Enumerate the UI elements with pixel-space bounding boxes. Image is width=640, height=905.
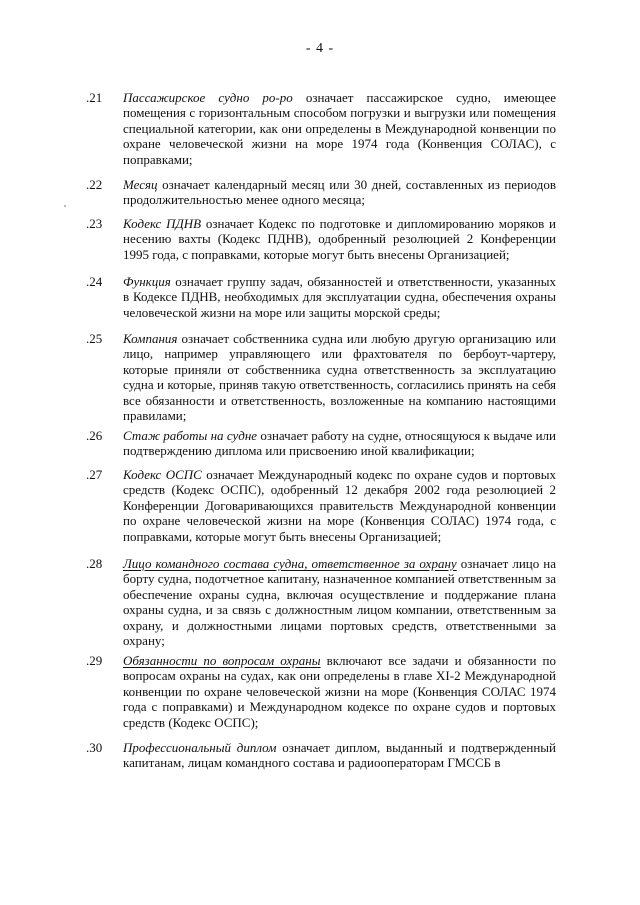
definition-description: означает лицо на борту судна, подотчетное капитану, назначенное компанией ответственным за обеспечение охраны судна, включая осуществление и поддержание плана охраны судна, и за связь с должностным лицом компании, ответственным за охрану, и должностными лицами портовых средств, ответственными за охрану; — [123, 556, 557, 649]
definition-text — [123, 216, 556, 262]
definition-24 — [86, 274, 556, 320]
definition-text — [123, 653, 556, 730]
definition-term: Стаж работы на судне — [123, 428, 258, 443]
definition-term: Компания — [123, 331, 178, 346]
definition-22 — [86, 177, 556, 208]
definition-text — [123, 556, 556, 648]
definition-term: Месяц — [123, 177, 158, 192]
definition-number: .21 — [86, 90, 103, 105]
definition-text — [123, 274, 556, 320]
definition-number: .28 — [86, 556, 103, 571]
definition-27 — [86, 467, 556, 544]
page-number: - 4 - — [305, 41, 335, 56]
definition-number: .27 — [86, 467, 103, 482]
definition-number: .22 — [86, 177, 103, 192]
definition-text — [123, 467, 556, 544]
definition-description: включают все задачи и обязанности по вопросам охраны на судах, как они определены в главе XI-2 Международной конвенции по охране человеческой жизни на море (Конвенция СОЛАС 1974 года с поправками) и Международном кодексе по охране судов и портовых средств (Кодекс ОСПС); — [123, 653, 556, 730]
definition-term: Кодекс ОСПС — [123, 467, 202, 482]
definition-term: Функция — [123, 274, 171, 289]
definition-25 — [86, 331, 556, 423]
definition-text — [123, 90, 556, 167]
definition-23 — [86, 216, 556, 262]
definition-26 — [86, 428, 556, 459]
scan-speck — [64, 205, 66, 207]
definition-number: .25 — [86, 331, 103, 346]
definition-text — [123, 740, 556, 771]
definition-term: Профессиональный диплом — [123, 740, 277, 755]
definition-term: Кодекс ПДНВ — [123, 216, 202, 231]
definition-description: означает Международный кодекс по охране судов и портовых средств (Кодекс ОСПС), одобренный 12 декабря 2002 года резолюцией 2 Конференции Договаривающихся правительств Международной конвенции по охране человеческой жизни на море (Конвенция СОЛАС) 1974 года, с поправками, которые могут быть внесены Организацией; — [123, 467, 556, 544]
definition-number: .30 — [86, 740, 103, 755]
definition-number: .29 — [86, 653, 103, 668]
definition-term: Обязанности по вопросам охраны — [123, 653, 321, 668]
definition-description: означает собственника судна или любую другую организацию или лицо, например управляющего или фрахтователя по бербоут-чартеру, которые приняли от собственника судна ответственность за эксплуатацию судна и которые, приняв такую ответственность, согласились принять на себя все обязанности и ответственность, возложенные на компанию настоящими правилами; — [123, 331, 556, 424]
definition-term: Лицо командного состава судна, ответственное за охрану — [123, 556, 457, 571]
definition-28 — [86, 556, 556, 648]
definition-description: означает диплом, выданный и подтвержденный капитанам, лицам командного состава и радиооператорам ГМССБ в — [123, 740, 556, 771]
definition-description: означает календарный месяц или 30 дней, составленных из периодов продолжительностью менее одного месяца; — [123, 177, 556, 208]
definition-description: означает пассажирское судно, имеющее помещения с горизонтальным способом погрузки и выгрузки или помещения специальной категории, как они определены в Международной конвенции по охране человеческой жизни на море 1974 года (Конвенция СОЛАС), с поправками; — [123, 90, 556, 167]
definition-description: означает Кодекс по подготовке и дипломированию моряков и несению вахты (Кодекс ПДНВ), одобренный резолюцией 2 Конференции 1995 года, с поправками, которые могут быть внесены Организацией; — [123, 216, 556, 262]
definition-29 — [86, 653, 556, 730]
definition-30 — [86, 740, 556, 771]
definition-number: .24 — [86, 274, 103, 289]
definition-description: означает группу задач, обязанностей и ответственности, указанных в Кодексе ПДНВ, необходимых для эксплуатации судна, обеспечения охраны человеческой жизни на море или защиты морской среды; — [123, 274, 556, 320]
definition-text — [123, 331, 556, 423]
definition-text — [123, 428, 556, 459]
definition-number: .26 — [86, 428, 103, 443]
definition-text — [123, 177, 556, 208]
definition-term: Пассажирское судно ро-ро — [123, 90, 293, 105]
definition-number: .23 — [86, 216, 103, 231]
definition-description: означает работу на судне, относящуюся к выдаче или подтверждению диплома или присвоению иной квалификации; — [123, 428, 556, 459]
definition-21 — [86, 90, 556, 167]
